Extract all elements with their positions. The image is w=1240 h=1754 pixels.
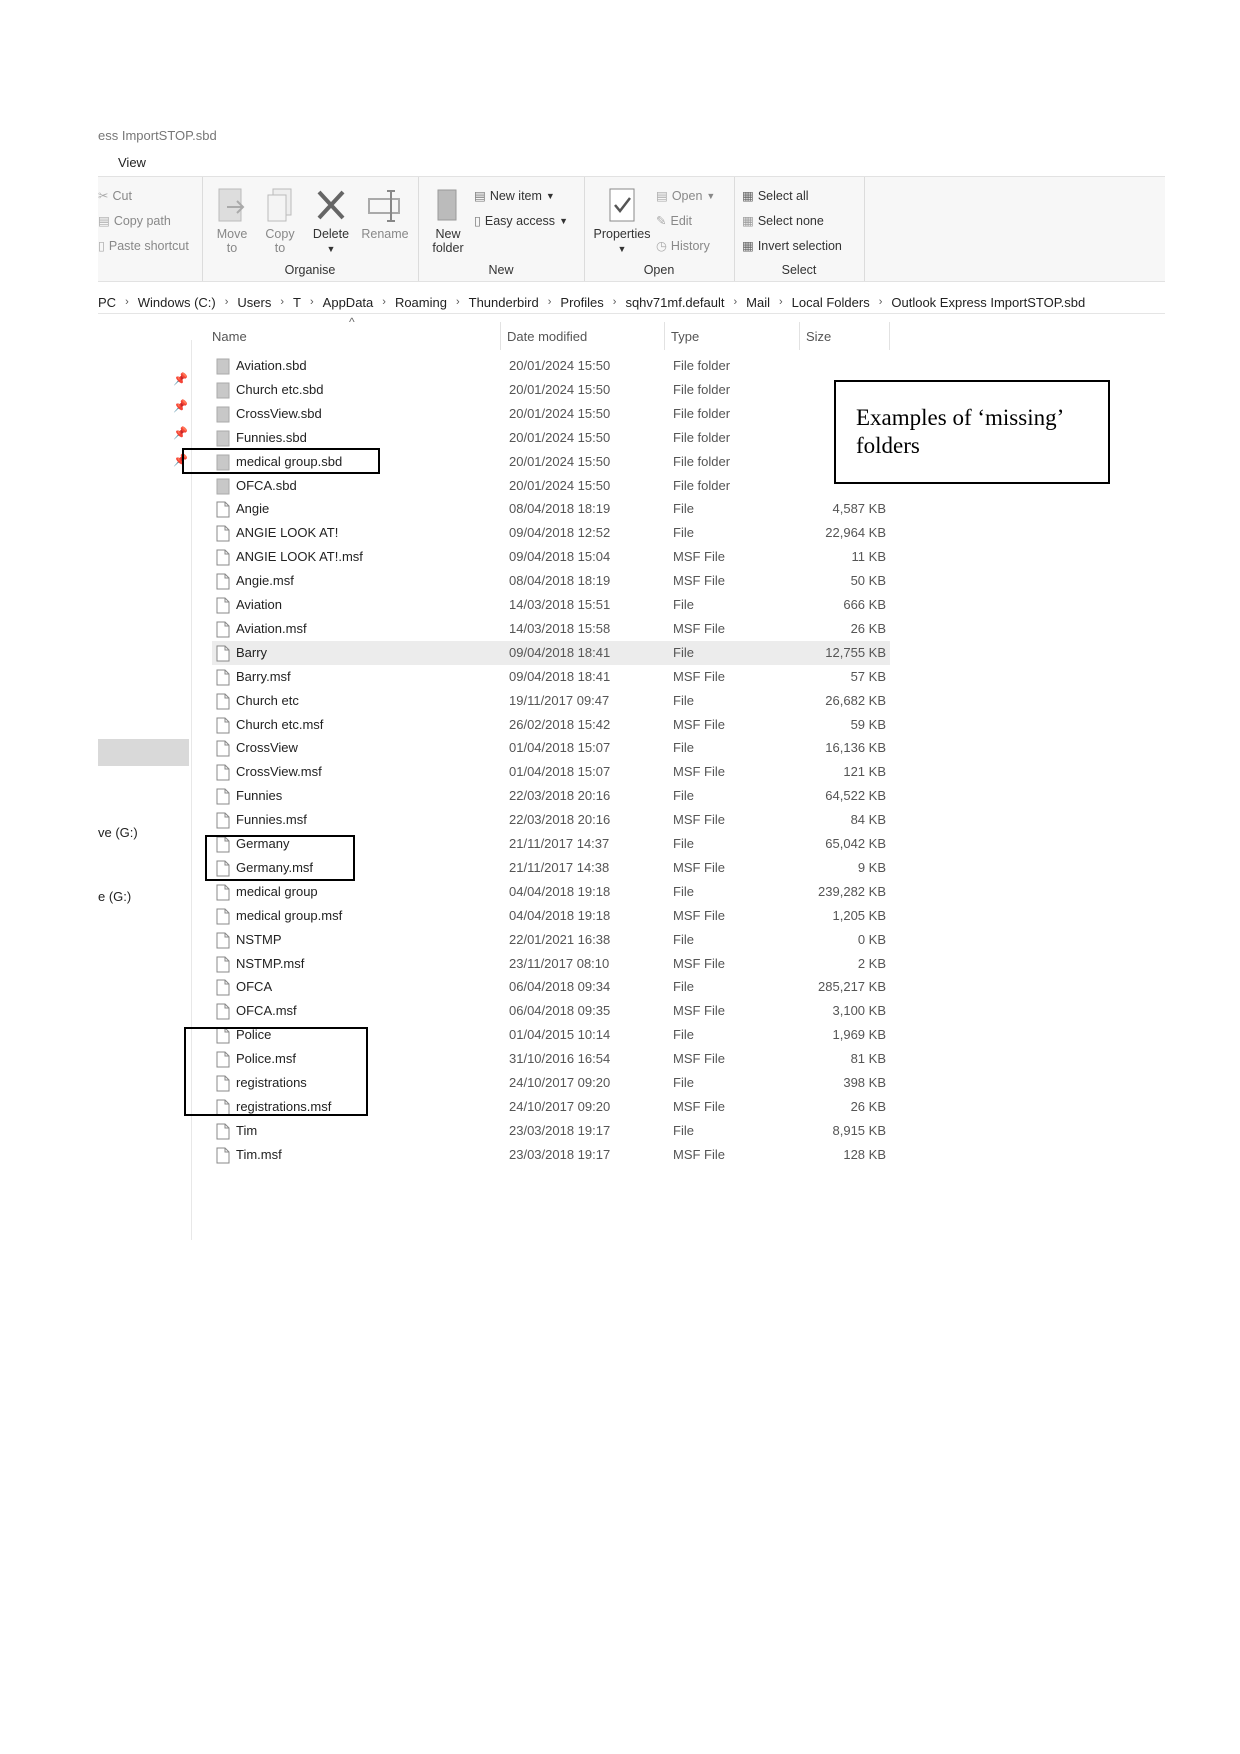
file-type: MSF File	[673, 1003, 725, 1019]
file-row[interactable]	[212, 665, 890, 689]
file-type: File	[673, 525, 694, 541]
file-row[interactable]	[212, 952, 890, 976]
file-icon	[216, 956, 230, 976]
folder-icon	[216, 406, 230, 426]
open-group	[584, 177, 735, 281]
file-date: 04/04/2018 19:18	[509, 883, 611, 899]
file-date: 09/04/2018 15:04	[509, 549, 611, 565]
file-name: CrossView.sbd	[236, 405, 322, 421]
folder-icon	[216, 382, 230, 402]
file-name: Germany	[236, 836, 290, 851]
file-icon	[216, 932, 230, 952]
file-row[interactable]	[212, 904, 890, 928]
file-type: File folder	[673, 358, 731, 373]
file-type: File	[673, 931, 694, 947]
file-date: 09/04/2018 18:41	[509, 644, 611, 660]
highlight-box-medical-group-sbd	[182, 448, 380, 474]
new-item-button[interactable]: ▤ New item ▼	[474, 188, 555, 203]
file-row[interactable]	[212, 378, 890, 402]
folder-icon	[216, 430, 230, 450]
file-date: 23/03/2018 19:17	[509, 1146, 611, 1162]
sort-ascending-icon: ^	[349, 315, 355, 329]
file-icon	[216, 764, 230, 784]
file-size: 8,915 KB	[832, 1122, 886, 1138]
file-date: 20/01/2024 15:50	[509, 405, 611, 421]
file-type: File	[673, 1027, 694, 1043]
file-size: 64,522 KB	[825, 788, 886, 804]
file-name: Funnies.sbd	[236, 429, 307, 445]
file-type: MSF File	[673, 668, 725, 684]
file-type: MSF File	[673, 764, 725, 780]
invert-selection-button[interactable]: ▦ Invert selection	[742, 238, 842, 253]
cut-icon: ✂	[98, 189, 109, 203]
file-type: MSF File	[673, 859, 725, 875]
file-type: File	[673, 1122, 694, 1138]
file-date: 06/04/2018 09:34	[509, 979, 611, 995]
file-date: 08/04/2018 18:19	[509, 573, 611, 589]
rename-icon	[367, 187, 403, 223]
file-size: 65,042 KB	[825, 836, 886, 851]
file-size: 12,755 KB	[825, 644, 886, 660]
file-name: CrossView.msf	[236, 764, 322, 780]
file-date: 23/11/2017 08:10	[509, 955, 610, 971]
select-none-button[interactable]: ▦ Select none	[742, 213, 824, 228]
file-icon	[216, 669, 230, 689]
highlight-box-police-registrations	[184, 1027, 368, 1116]
file-icon	[216, 573, 230, 593]
breadcrumb-chevron-icon[interactable]: ›	[778, 296, 783, 308]
breadcrumb-segment[interactable]: Windows (C:)	[137, 294, 216, 310]
file-name: Police	[236, 1027, 272, 1043]
file-date: 20/01/2024 15:50	[509, 381, 611, 397]
file-size: 26 KB	[850, 1098, 886, 1114]
column-type-header[interactable]: Type	[671, 329, 700, 344]
file-name: registrations.msf	[236, 1098, 332, 1114]
history-icon: ◷	[656, 239, 667, 253]
navigation-pane	[98, 340, 192, 1240]
new-folder-icon	[435, 187, 461, 223]
file-name: ANGIE LOOK AT!	[236, 525, 339, 541]
address-bar[interactable]	[98, 291, 1165, 314]
column-size-header[interactable]: Size	[806, 329, 832, 344]
file-type: MSF File	[673, 907, 725, 923]
breadcrumb-chevron-icon[interactable]: ›	[224, 296, 229, 308]
file-row[interactable]	[212, 497, 890, 521]
file-row[interactable]	[212, 545, 890, 569]
breadcrumb-segment[interactable]: PC	[98, 294, 117, 310]
column-date-header[interactable]: Date modified	[507, 329, 588, 344]
nav-item-drive[interactable]: ve (G:)	[98, 825, 138, 840]
file-name: medical group	[236, 883, 318, 899]
window-title: ess ImportSTOP.sbd	[98, 128, 217, 143]
file-type: File folder	[673, 405, 731, 421]
file-name: OFCA.msf	[236, 1003, 297, 1019]
file-type: File folder	[673, 453, 731, 469]
file-icon	[216, 979, 230, 999]
delete-button[interactable]: Delete ▼	[310, 187, 352, 256]
file-row[interactable]	[212, 474, 890, 498]
file-icon	[216, 1123, 230, 1143]
file-date: 09/04/2018 12:52	[509, 525, 611, 541]
copy-path-button[interactable]: ▤ Copy path	[98, 213, 171, 228]
file-name: medical group.msf	[236, 907, 343, 923]
file-row[interactable]	[212, 736, 890, 760]
file-date: 26/02/2018 15:42	[509, 716, 611, 732]
new-group	[418, 177, 585, 281]
file-size: 239,282 KB	[818, 883, 886, 899]
pin-icon[interactable]: 📌	[173, 399, 188, 413]
file-size: 0 KB	[857, 931, 886, 947]
file-icon	[216, 1147, 230, 1167]
file-row[interactable]	[212, 521, 890, 545]
file-size: 285,217 KB	[818, 979, 886, 995]
file-icon	[216, 884, 230, 904]
folder-icon	[216, 358, 230, 378]
open-label: Open	[643, 263, 675, 277]
file-name: registrations	[236, 1075, 307, 1090]
edit-button[interactable]: ✎ Edit	[656, 213, 693, 228]
file-size: 26 KB	[850, 620, 886, 636]
breadcrumb-segment[interactable]: Local Folders	[791, 294, 870, 310]
paste-shortcut-icon: ▯	[98, 239, 105, 253]
file-date: 08/04/2018 18:19	[509, 501, 611, 517]
file-size: 81 KB	[850, 1051, 886, 1067]
file-row[interactable]	[212, 1143, 890, 1167]
file-type: MSF File	[673, 549, 725, 565]
new-folder-button[interactable]: New folder	[426, 187, 470, 255]
breadcrumb-segment[interactable]: AppData	[322, 294, 374, 310]
invert-selection-icon: ▦	[742, 239, 754, 253]
file-icon	[216, 908, 230, 928]
file-date: 22/03/2018 20:16	[509, 788, 611, 804]
menu-view[interactable]: View	[118, 155, 146, 170]
select-all-icon: ▦	[742, 189, 754, 203]
move-to-icon	[217, 187, 247, 223]
file-date: 04/04/2018 19:18	[509, 907, 611, 923]
file-name: Funnies	[236, 788, 283, 804]
properties-icon	[607, 187, 637, 223]
file-date: 01/04/2018 15:07	[509, 740, 611, 756]
breadcrumb-segment[interactable]: Roaming	[394, 294, 447, 310]
file-name: Angie.msf	[236, 573, 294, 589]
file-size: 26,682 KB	[825, 692, 886, 708]
file-row[interactable]	[212, 760, 890, 784]
open-button[interactable]: ▤ Open ▼	[656, 188, 716, 203]
file-date: 14/03/2018 15:58	[509, 620, 611, 636]
file-size: 4,587 KB	[832, 501, 886, 517]
file-size: 1,205 KB	[832, 907, 886, 923]
file-size: 59 KB	[850, 716, 886, 732]
file-row[interactable]	[212, 617, 890, 641]
file-size: 121 KB	[843, 764, 886, 780]
column-name-header[interactable]: Name	[212, 329, 247, 344]
file-date: 31/10/2016 16:54	[509, 1051, 611, 1067]
file-row[interactable]	[212, 426, 890, 450]
select-none-icon: ▦	[742, 214, 754, 228]
file-date: 23/03/2018 19:17	[509, 1122, 611, 1138]
easy-access-button[interactable]: ▯ Easy access ▼	[474, 213, 568, 228]
file-name: Angie	[236, 501, 270, 517]
folder-icon	[216, 478, 230, 498]
file-name: Church etc.sbd	[236, 381, 324, 397]
file-date: 01/04/2018 15:07	[509, 764, 611, 780]
copy-to-icon	[265, 187, 295, 223]
breadcrumb-segment[interactable]: Users	[237, 294, 272, 310]
file-size: 1,969 KB	[832, 1027, 886, 1043]
file-type: MSF File	[673, 620, 725, 636]
breadcrumb-segment[interactable]: Thunderbird	[468, 294, 539, 310]
file-icon	[216, 549, 230, 569]
file-type: File	[673, 740, 694, 756]
file-size: 128 KB	[843, 1146, 886, 1162]
pin-icon[interactable]: 📌	[173, 426, 188, 440]
paste-shortcut-button[interactable]: ▯ Paste shortcut	[98, 238, 189, 253]
file-type: MSF File	[673, 1146, 725, 1162]
file-icon	[216, 621, 230, 641]
file-name: Aviation.sbd	[236, 358, 307, 373]
file-row[interactable]	[212, 784, 890, 808]
file-date: 19/11/2017 09:47	[509, 692, 610, 708]
file-size: 50 KB	[850, 573, 886, 589]
file-date: 20/01/2024 15:50	[509, 477, 611, 493]
file-name: Barry	[236, 644, 268, 660]
file-name: Tim.msf	[236, 1146, 282, 1162]
file-name: medical group.sbd	[236, 453, 343, 469]
file-date: 20/01/2024 15:50	[509, 429, 611, 445]
file-date: 14/03/2018 15:51	[509, 597, 611, 612]
file-name: Aviation.msf	[236, 620, 307, 636]
file-icon	[216, 501, 230, 521]
copy-path-icon: ▤	[98, 214, 110, 228]
breadcrumb-chevron-icon[interactable]: ›	[280, 296, 285, 308]
file-icon	[216, 717, 230, 737]
file-type: MSF File	[673, 955, 725, 971]
file-type: File folder	[673, 429, 731, 445]
file-icon	[216, 788, 230, 808]
breadcrumb-chevron-icon[interactable]: ›	[612, 296, 617, 308]
breadcrumb-chevron-icon[interactable]: ›	[733, 296, 738, 308]
file-type: File	[673, 788, 694, 804]
file-date: 21/11/2017 14:37	[509, 836, 610, 851]
select-group	[734, 177, 865, 281]
file-icon	[216, 597, 230, 617]
copy-to-button[interactable]: Copy to	[260, 187, 300, 255]
file-date: 21/11/2017 14:38	[509, 859, 610, 875]
file-icon	[216, 740, 230, 760]
file-name: NSTMP.msf	[236, 955, 305, 971]
file-size: 57 KB	[850, 668, 886, 684]
file-date: 20/01/2024 15:50	[509, 453, 611, 469]
file-icon	[216, 812, 230, 832]
properties-button[interactable]: Properties ▼	[590, 187, 654, 256]
file-date: 06/04/2018 09:35	[509, 1003, 611, 1019]
file-type: File folder	[673, 477, 731, 493]
select-label: Select	[781, 263, 817, 277]
file-type: File	[673, 597, 694, 612]
file-row[interactable]	[212, 999, 890, 1023]
clipboard-group	[98, 177, 203, 281]
file-type: File	[673, 501, 694, 517]
pin-icon[interactable]: 📌	[173, 372, 188, 386]
file-type: MSF File	[673, 1051, 725, 1067]
file-type: File	[673, 836, 694, 851]
file-name: OFCA	[236, 979, 273, 995]
file-row[interactable]	[212, 975, 890, 999]
file-size: 9 KB	[857, 859, 886, 875]
file-name: Church etc	[236, 692, 299, 708]
file-type: File	[673, 979, 694, 995]
file-type: File folder	[673, 381, 731, 397]
edit-icon: ✎	[656, 214, 667, 228]
breadcrumb-segment[interactable]: sqhv71mf.default	[625, 294, 725, 310]
breadcrumb-chevron-icon[interactable]: ›	[455, 296, 460, 308]
file-row[interactable]	[212, 1119, 890, 1143]
breadcrumb-segment[interactable]: Mail	[746, 294, 770, 310]
file-type: File	[673, 644, 694, 660]
file-date: 01/04/2015 10:14	[509, 1027, 611, 1043]
file-name: Police.msf	[236, 1051, 296, 1067]
file-row[interactable]	[212, 354, 890, 378]
file-size: 398 KB	[843, 1075, 886, 1090]
file-icon	[216, 1003, 230, 1023]
file-size: 11 KB	[851, 549, 886, 565]
file-type: MSF File	[673, 573, 725, 589]
file-date: 20/01/2024 15:50	[509, 358, 611, 373]
new-label: New	[488, 263, 514, 277]
breadcrumb-chevron-icon[interactable]: ›	[382, 296, 386, 308]
organise-group	[202, 177, 419, 281]
breadcrumb-chevron-icon[interactable]: ›	[878, 296, 883, 308]
file-name: OFCA.sbd	[236, 477, 297, 493]
file-type: File	[673, 692, 694, 708]
file-type: MSF File	[673, 1098, 725, 1114]
file-size: 3,100 KB	[832, 1003, 886, 1019]
file-icon	[216, 645, 230, 665]
cut-button[interactable]: ✂ Cut	[98, 188, 132, 203]
nav-item-selected[interactable]	[98, 739, 189, 766]
delete-icon	[314, 187, 348, 223]
breadcrumb-segment[interactable]: Profiles	[560, 294, 604, 310]
file-icon	[216, 693, 230, 713]
file-name: Church etc.msf	[236, 716, 324, 732]
file-type: File	[673, 1075, 694, 1090]
rename-button[interactable]: Rename	[360, 187, 410, 241]
file-date: 24/10/2017 09:20	[509, 1098, 611, 1114]
file-size: 2 KB	[857, 955, 886, 971]
file-row[interactable]	[212, 689, 890, 713]
file-type: File	[673, 883, 694, 899]
file-icon	[216, 525, 230, 545]
file-size: 16,136 KB	[825, 740, 886, 756]
organise-label: Organise	[284, 263, 336, 277]
ribbon	[98, 176, 1165, 282]
file-name: Aviation	[236, 597, 283, 612]
file-date: 22/03/2018 20:16	[509, 812, 611, 828]
file-row[interactable]	[212, 402, 890, 426]
file-type: MSF File	[673, 716, 725, 732]
file-row[interactable]	[212, 641, 890, 665]
file-date: 24/10/2017 09:20	[509, 1075, 611, 1090]
open-icon: ▤	[656, 189, 668, 203]
file-row[interactable]	[212, 808, 890, 832]
file-row[interactable]	[212, 880, 890, 904]
file-size: 666 KB	[843, 597, 886, 612]
breadcrumb-segment[interactable]: Outlook Express ImportSTOP.sbd	[891, 294, 1086, 310]
file-name: Funnies.msf	[236, 812, 307, 828]
new-item-icon: ▤	[474, 189, 486, 203]
breadcrumb-segment[interactable]: T	[293, 294, 301, 310]
nav-item-drive[interactable]: e (G:)	[98, 889, 132, 904]
file-row[interactable]	[212, 713, 890, 737]
file-row[interactable]	[212, 928, 890, 952]
file-size: 22,964 KB	[825, 525, 886, 541]
annotation-note: Examples of ‘missing’ folders	[834, 380, 1110, 484]
easy-access-icon: ▯	[474, 214, 481, 228]
file-row[interactable]	[212, 593, 890, 617]
file-name: CrossView	[236, 740, 298, 756]
file-size: 84 KB	[850, 812, 886, 828]
move-to-button[interactable]: Move to	[212, 187, 252, 255]
breadcrumb-chevron-icon[interactable]: ›	[125, 296, 129, 308]
file-date: 22/01/2021 16:38	[509, 931, 611, 947]
breadcrumb-chevron-icon[interactable]: ›	[310, 296, 314, 308]
pin-icon[interactable]: 📌	[173, 453, 188, 467]
file-date: 09/04/2018 18:41	[509, 668, 611, 684]
file-name: Germany.msf	[236, 859, 314, 875]
file-name: Tim	[236, 1122, 258, 1138]
file-name: NSTMP	[236, 931, 282, 947]
file-name: Barry.msf	[236, 668, 291, 684]
file-row[interactable]	[212, 569, 890, 593]
file-name: ANGIE LOOK AT!.msf	[236, 549, 363, 565]
file-type: MSF File	[673, 812, 725, 828]
select-all-button[interactable]: ▦ Select all	[742, 188, 809, 203]
breadcrumb-chevron-icon[interactable]: ›	[547, 296, 552, 308]
highlight-box-germany	[205, 835, 355, 881]
column-headers	[206, 322, 896, 350]
history-button[interactable]: ◷ History	[656, 238, 710, 253]
